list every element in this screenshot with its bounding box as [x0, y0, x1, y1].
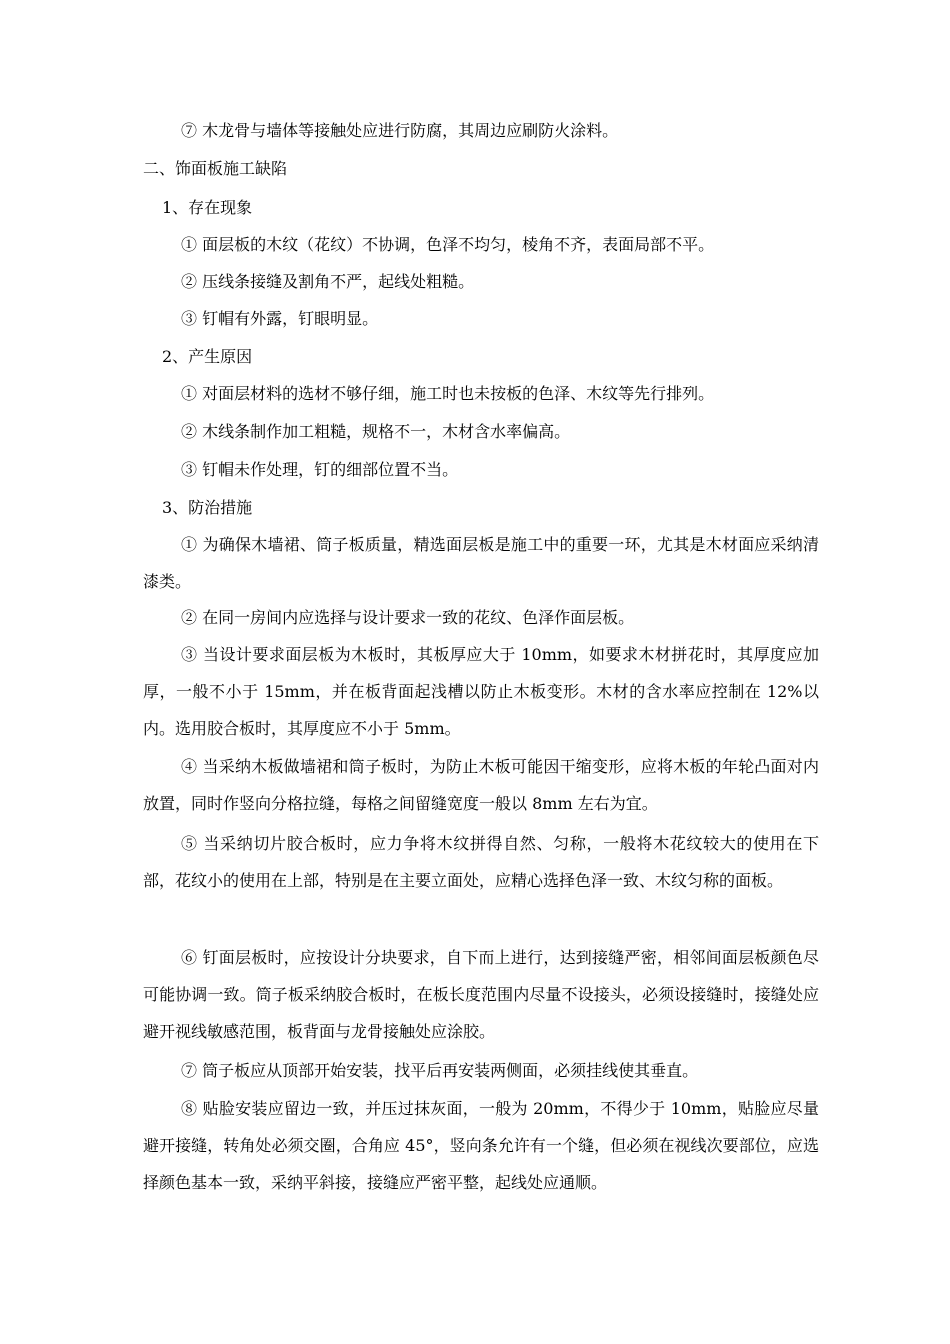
- measure-4: ④ 当采纳木板做墙裙和筒子板时，为防止木板可能因干缩变形，应将木板的年轮凸面对内放置，同时作竖向分格拉缝，每格之间留缝宽度一般以 8mm 左右为宜。: [143, 757, 819, 813]
- measure-8: ⑧ 贴脸安装应留边一致，并压过抹灰面，一般为 20mm，不得少于 10mm，贴脸应尽量避开接缝，转角处必须交圈，合角应 45°，竖向条允许有一个缝，但必须在视线次要部位，应选择颜色基本一致，采纳平斜接，接缝应严密平整，起线处应通顺。: [143, 1099, 819, 1192]
- phenomenon-3: ③ 钉帽有外露，钉眼明显。: [181, 309, 379, 328]
- measure-7: ⑦ 筒子板应从顶部开始安装，找平后再安装两侧面，必须挂线使其垂直。: [181, 1061, 699, 1080]
- subheading-causes: 2、产生原因: [162, 347, 253, 366]
- measure-1: ① 为确保木墙裙、筒子板质量，精选面层板是施工中的重要一环，尤其是木材面应采纳清漆类。: [143, 535, 819, 591]
- measure-2: ② 在同一房间内应选择与设计要求一致的花纹、色泽作面层板。: [181, 608, 635, 627]
- subheading-measures: 3、防治措施: [162, 498, 253, 517]
- phenomenon-2: ② 压线条接缝及割角不严，起线处粗糙。: [181, 272, 475, 291]
- cause-1: ① 对面层材料的选材不够仔细，施工时也未按板的色泽、木纹等先行排列。: [181, 384, 715, 403]
- measure-6: ⑥ 钉面层板时，应按设计分块要求，自下而上进行，达到接缝严密，相邻间面层板颜色尽可能协调一致。筒子板采纳胶合板时，在板长度范围内尽量不设接头，必须设接缝时，接缝处应避开视线敏感范围，板背面与龙骨接触处应涂胶。: [143, 948, 819, 1041]
- phenomenon-1: ① 面层板的木纹（花纹）不协调，色泽不均匀，棱角不齐，表面局部不平。: [181, 235, 715, 254]
- cause-3: ③ 钉帽未作处理，钉的细部位置不当。: [181, 460, 459, 479]
- measure-5: ⑤ 当采纳切片胶合板时，应力争将木纹拼得自然、匀称，一般将木花纹较大的使用在下部，花纹小的使用在上部，特别是在主要立面处，应精心选择色泽一致、木纹匀称的面板。: [143, 834, 819, 890]
- cause-2: ② 木线条制作加工粗糙，规格不一，木材含水率偏高。: [181, 422, 571, 441]
- section-heading: 二、饰面板施工缺陷: [143, 159, 288, 178]
- measure-3: ③ 当设计要求面层板为木板时，其板厚应大于 10mm，如要求木材拼花时，其厚度应加厚，一般不小于 15mm，并在板背面起浅槽以防止木板变形。木材的含水率应控制在 12%以内。选用胶合板时，其厚度应不小于 5mm。: [143, 645, 819, 738]
- item-7-wood-keel: ⑦ 木龙骨与墙体等接触处应进行防腐，其周边应刷防火涂料。: [181, 121, 619, 140]
- subheading-phenomena: 1、存在现象: [162, 198, 253, 217]
